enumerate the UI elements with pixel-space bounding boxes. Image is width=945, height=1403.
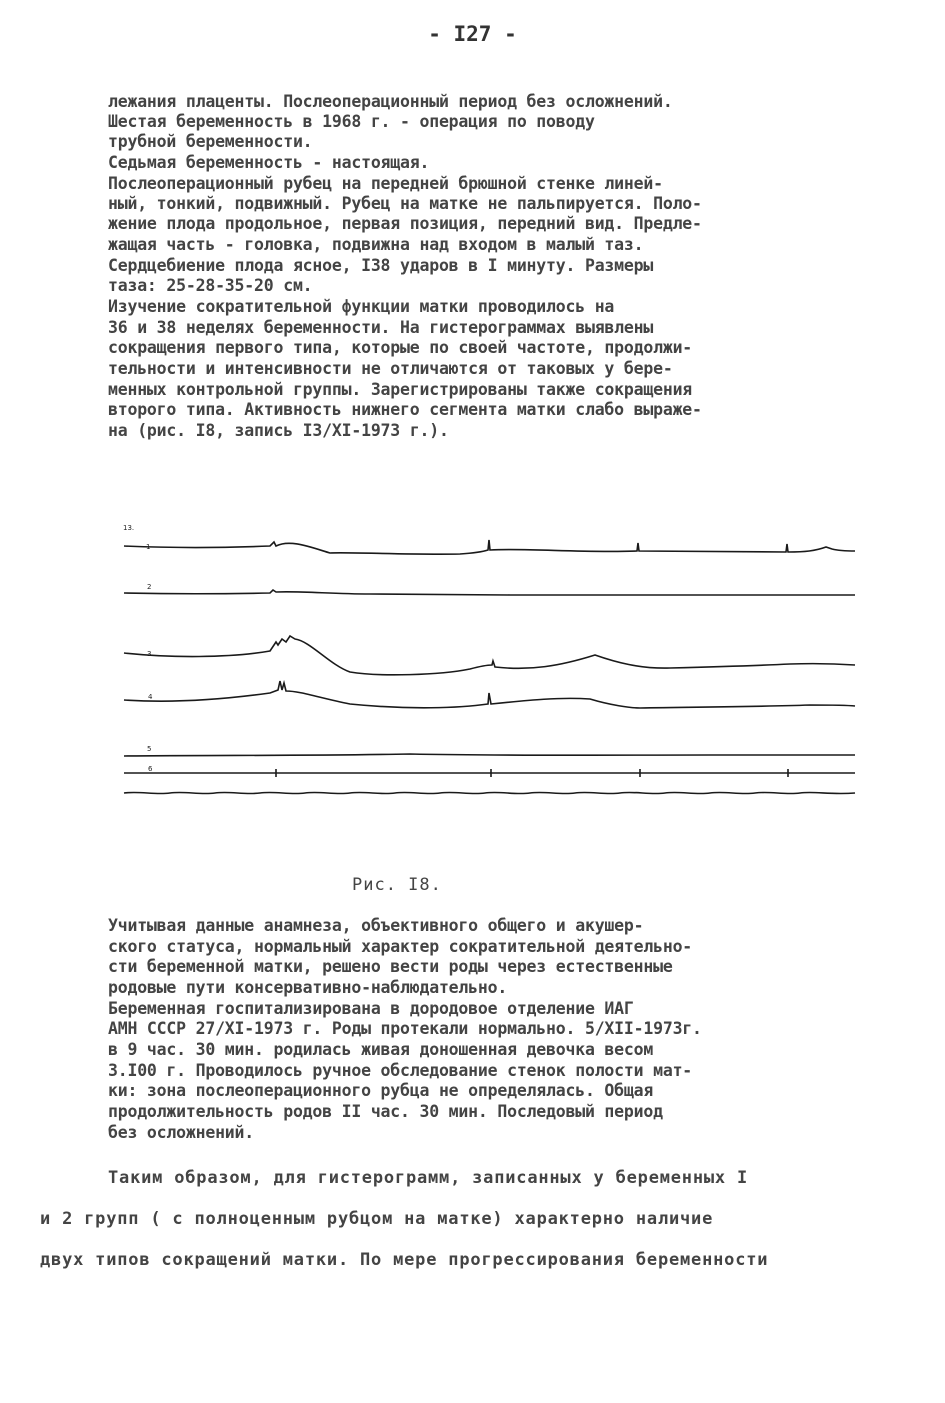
figure-corner-label: 13. <box>123 524 135 532</box>
text-line: сокращения первого типа, которые по своей частоте, продолжи- <box>108 338 693 357</box>
text-line: Учитывая данные анамнеза, объективного общего и акушер- <box>108 916 644 935</box>
time-marker-line <box>124 792 855 793</box>
text-line: Послеоперационный рубец на передней брюшной стенке линей- <box>108 174 663 193</box>
channel-label: 3 <box>147 650 152 658</box>
channel-label: 4 <box>148 693 153 701</box>
text-line: АМН СССР 27/XI-1973 г. Роды протекали нормально. 5/XII-1973г. <box>108 1019 702 1038</box>
text-line: ки: зона послеоперационного рубца не определялась. Общая <box>108 1081 654 1100</box>
trace-1 <box>124 540 855 554</box>
text-line: 36 и 38 неделях беременности. На гистерограммах выявлены <box>108 318 654 337</box>
text-line: двух типов сокращений матки. По мере прогрессирования беременности <box>40 1250 769 1270</box>
text-line: 3.I00 г. Проводилось ручное обследование стенок полости мат- <box>108 1061 693 1080</box>
text-line: Шестая беременность в 1968 г. - операция по поводу <box>108 112 595 131</box>
trace-5 <box>124 754 855 756</box>
channel-label: 1 <box>146 543 151 551</box>
text-line: трубной беременности. <box>108 132 313 151</box>
text-line: ный, тонкий, подвижный. Рубец на матке не пальпируется. Поло- <box>108 194 702 213</box>
text-line: продолжительность родов II час. 30 мин. Последовый период <box>108 1102 663 1121</box>
text-line: менных контрольной группы. Зарегистрированы также сокращения <box>108 380 693 399</box>
page-number: - I27 - <box>428 22 517 46</box>
text-line: жащая часть - головка, подвижна над входом в малый таз. <box>108 235 644 254</box>
text-line: Изучение сократительной функции матки проводилось на <box>108 297 615 316</box>
text-line: без осложнений. <box>108 1123 255 1142</box>
text-line: Сердцебиение плода ясное, I38 ударов в I минуту. Размеры <box>108 256 654 275</box>
text-line: жение плода продольное, первая позиция, передний вид. Предле- <box>108 214 702 233</box>
text-line: второго типа. Активность нижнего сегмента матки слабо выраже- <box>108 400 702 419</box>
text-line: Седьмая беременность - настоящая. <box>108 153 430 172</box>
text-line: таза: 25-28-35-20 см. <box>108 276 313 295</box>
hysterogram-figure <box>110 515 870 815</box>
trace-6 <box>124 769 855 777</box>
trace-4 <box>124 681 855 708</box>
figure-caption: Рис. I8. <box>352 875 442 895</box>
text-line: на (рис. I8, запись I3/XI-1973 г.). <box>108 421 449 440</box>
text-line: и 2 групп ( с полноценным рубцом на матке) характерно наличие <box>40 1209 714 1229</box>
channel-label: 6 <box>148 765 153 773</box>
text-line: в 9 час. 30 мин. родилась живая доношенная девочка весом <box>108 1040 654 1059</box>
text-line: сти беременной матки, решено вести роды через естественные <box>108 957 673 976</box>
text-line: Таким образом, для гистерограмм, записанных у беременных I <box>108 1168 749 1188</box>
channel-label: 5 <box>147 745 152 753</box>
text-line: лежания плаценты. Послеоперационный период без осложнений. <box>108 92 673 111</box>
text-line: родовые пути консервативно-наблюдательно. <box>108 978 508 997</box>
text-line: Беременная госпитализирована в дородовое отделение ИАГ <box>108 999 634 1018</box>
text-line: тельности и интенсивности не отличаются от таковых у бере- <box>108 359 673 378</box>
trace-2 <box>124 590 855 595</box>
trace-3 <box>124 636 855 675</box>
channel-label: 2 <box>147 583 152 591</box>
text-line: ского статуса, нормальный характер сократительной деятельно- <box>108 937 693 956</box>
